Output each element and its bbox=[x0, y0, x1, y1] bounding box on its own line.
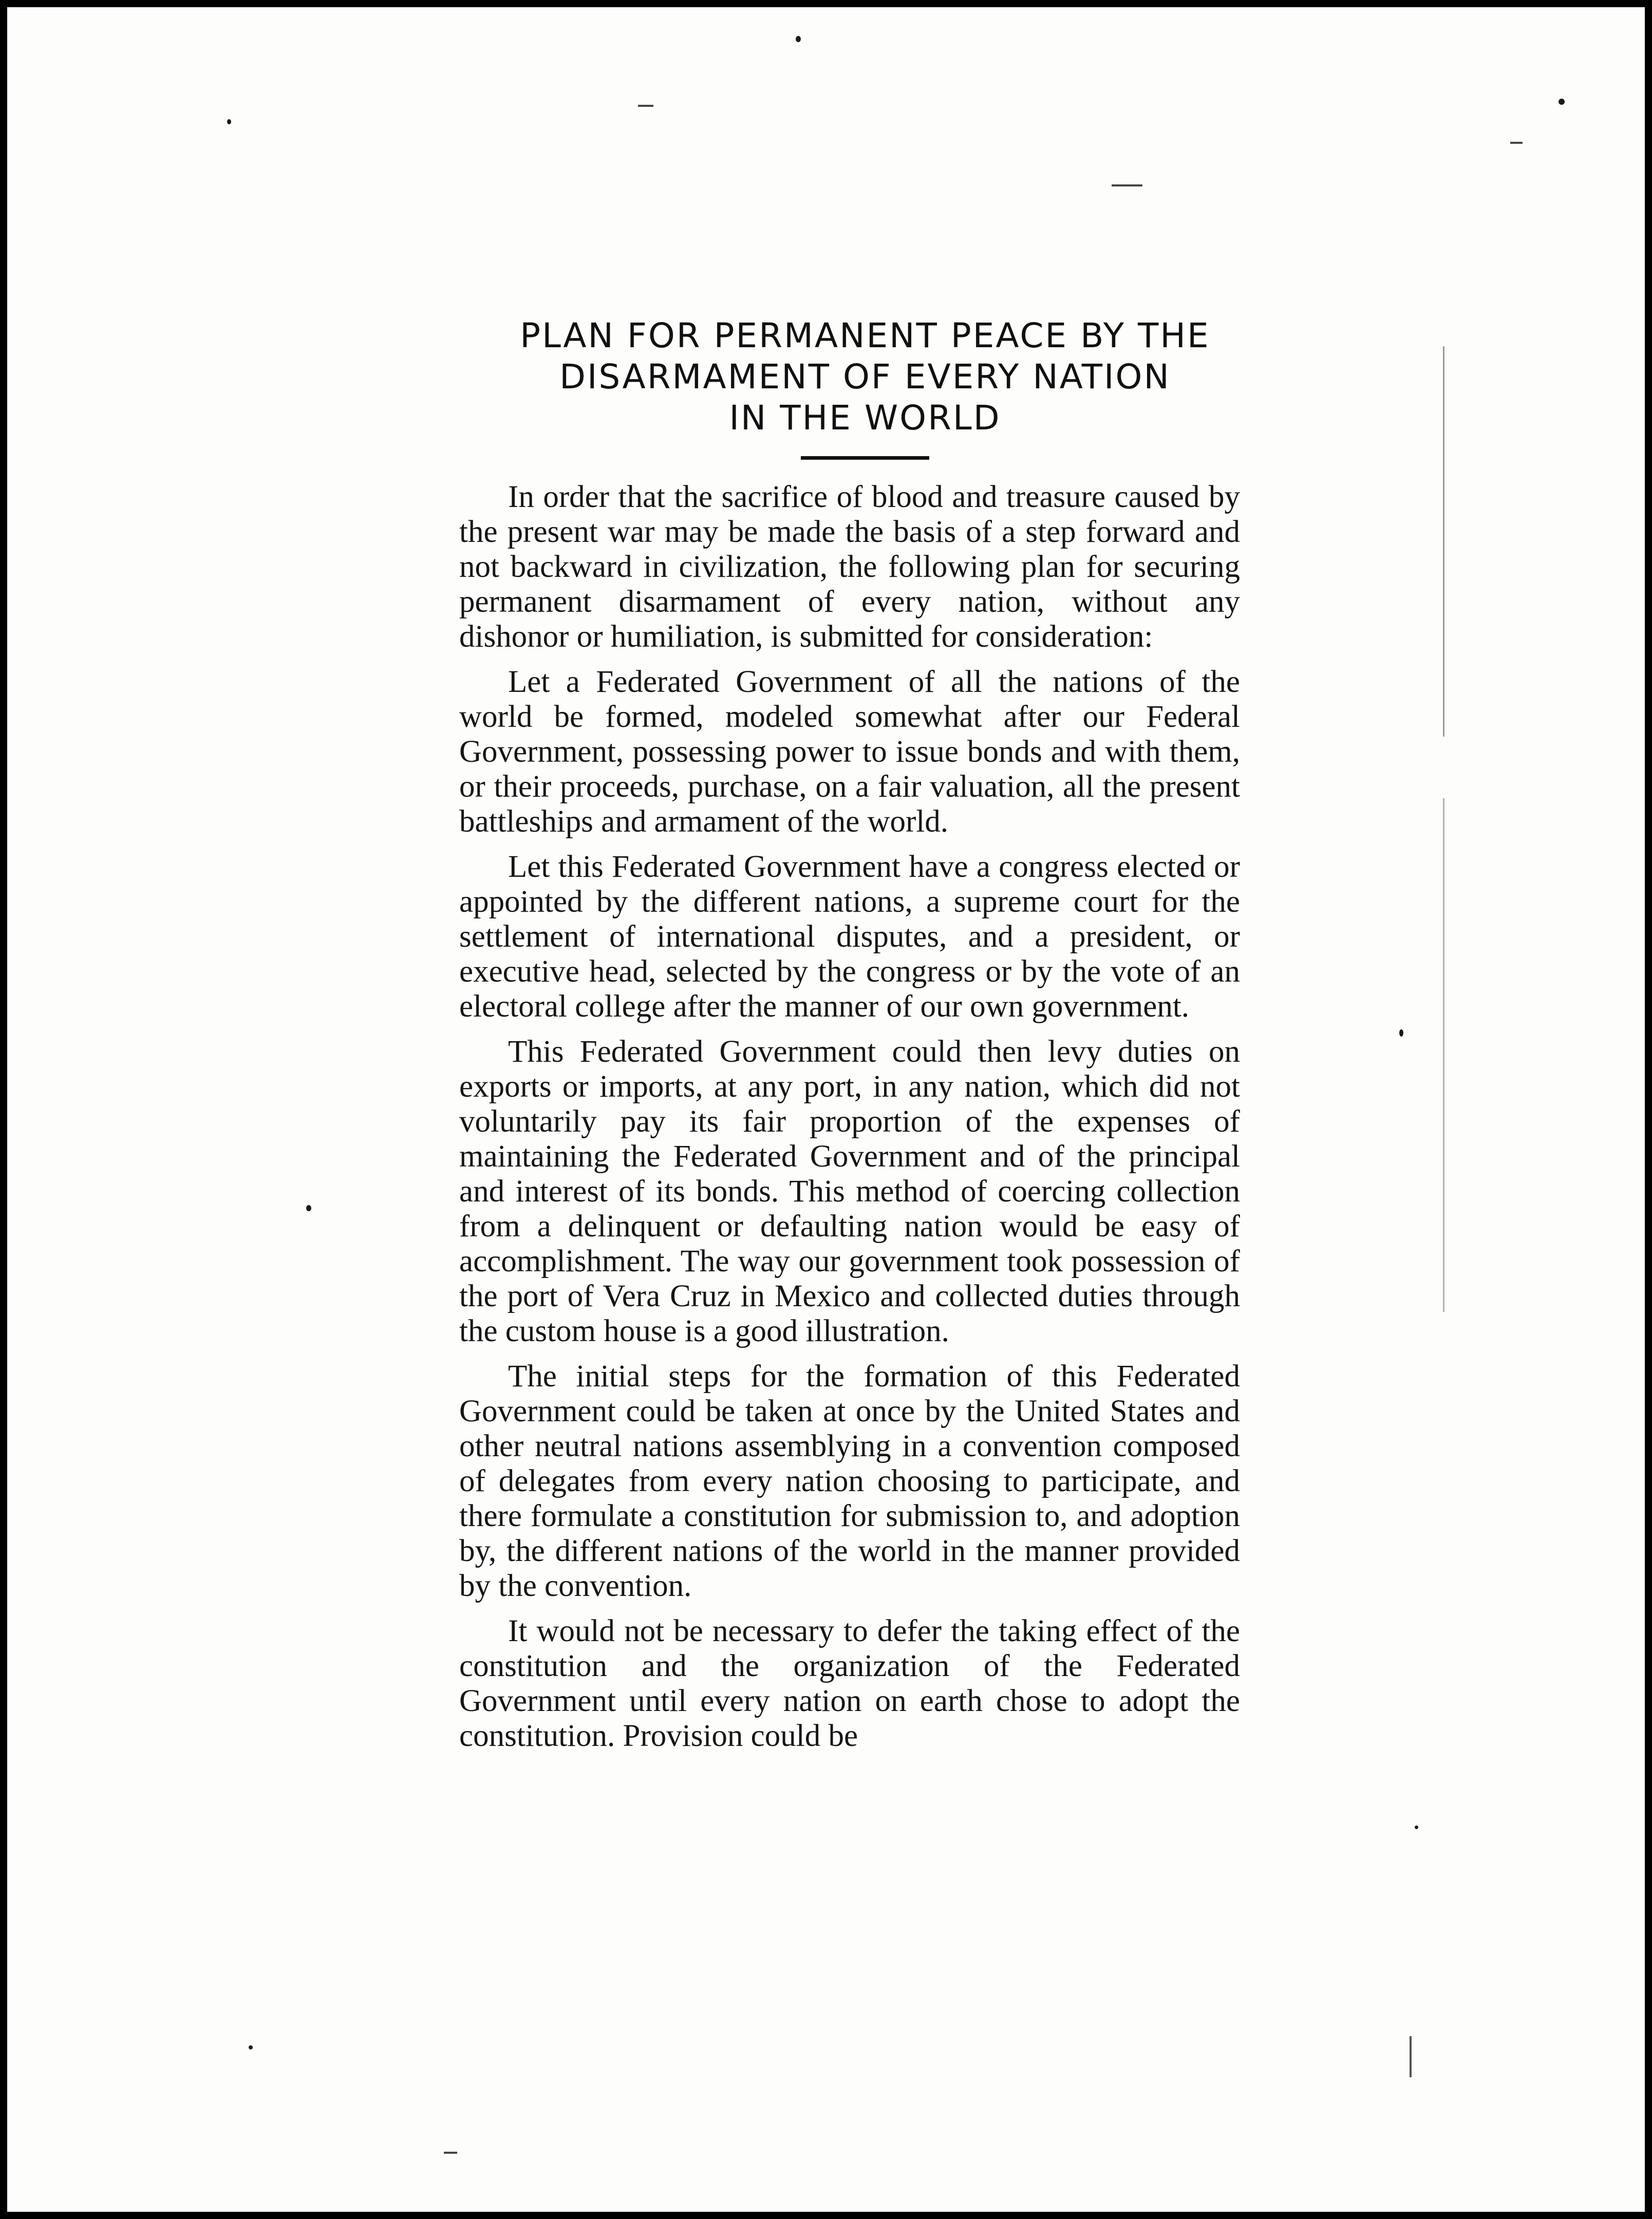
document-page bbox=[7, 7, 1645, 2212]
paragraph: Let a Federated Government of all the nations of the world be formed, modeled somewhat after our Federal Government, possessing power to issue bonds and with them, or their proceeds, purchase, on a fair valuation, all the present battleships and armament of the world. bbox=[459, 665, 1240, 839]
margin-edge-line bbox=[1410, 2036, 1412, 2077]
title-line: DISARMAMENT OF EVERY NATION bbox=[559, 357, 1171, 397]
title-line: IN THE WORLD bbox=[729, 398, 1001, 438]
paragraph: Let this Federated Government have a congress elected or appointed by the different nations, a supreme court for the settlement of international disputes, and a president, or executive head, selected by the congress or by the vote of an electoral college after the manner of our own government. bbox=[459, 850, 1240, 1024]
title-divider bbox=[801, 456, 929, 460]
scan-dash bbox=[638, 105, 653, 107]
scan-speck bbox=[1415, 1826, 1418, 1829]
scan-dash bbox=[1112, 184, 1142, 186]
scan-speck bbox=[227, 119, 231, 124]
scan-speck bbox=[796, 36, 801, 42]
paragraph: It would not be necessary to defer the taking effect of the constitution and the organization of the Federated Government until every nation on earth chose to adopt the constitution. Provision could be bbox=[459, 1614, 1240, 1753]
scan-speck bbox=[1399, 1029, 1403, 1037]
margin-edge-line bbox=[1443, 346, 1444, 737]
title-line: PLAN FOR PERMANENT PEACE BY THE bbox=[520, 316, 1210, 355]
scan-speck bbox=[249, 2045, 253, 2049]
scan-dash bbox=[444, 2152, 457, 2154]
margin-edge-line bbox=[1443, 798, 1444, 1312]
scan-speck bbox=[1559, 99, 1565, 105]
paragraph: This Federated Government could then levy duties on exports or imports, at any port, in any nation, which did not voluntarily pay its fair proportion of the expenses of maintaining the Federated Government and of the principal and interest of its bonds. This method of coercing collection from a delinquent or defaulting nation would be easy of accomplishment. The way our government took possession of the port of Vera Cruz in Mexico and collected duties through the custom house is a good illustration. bbox=[459, 1035, 1240, 1348]
scan-speck bbox=[306, 1205, 311, 1211]
paragraph: The initial steps for the formation of this Federated Government could be taken at once by the United States and other neutral nations assemblying in a convention composed of delegates from every nation choosing to participate, and there formulate a constitution for submission to, and adoption by, the different nations of the world in the manner provided by the convention. bbox=[459, 1359, 1240, 1603]
document-title bbox=[459, 315, 1271, 439]
paragraph: In order that the sacrifice of blood and treasure caused by the present war may be made the basis of a step forward and not backward in civilization, the following plan for securing permanent disarmament of every nation, without any dishonor or humiliation, is submitted for consideration: bbox=[459, 480, 1240, 654]
scan-dash bbox=[1510, 142, 1523, 144]
document-body bbox=[459, 480, 1240, 1764]
